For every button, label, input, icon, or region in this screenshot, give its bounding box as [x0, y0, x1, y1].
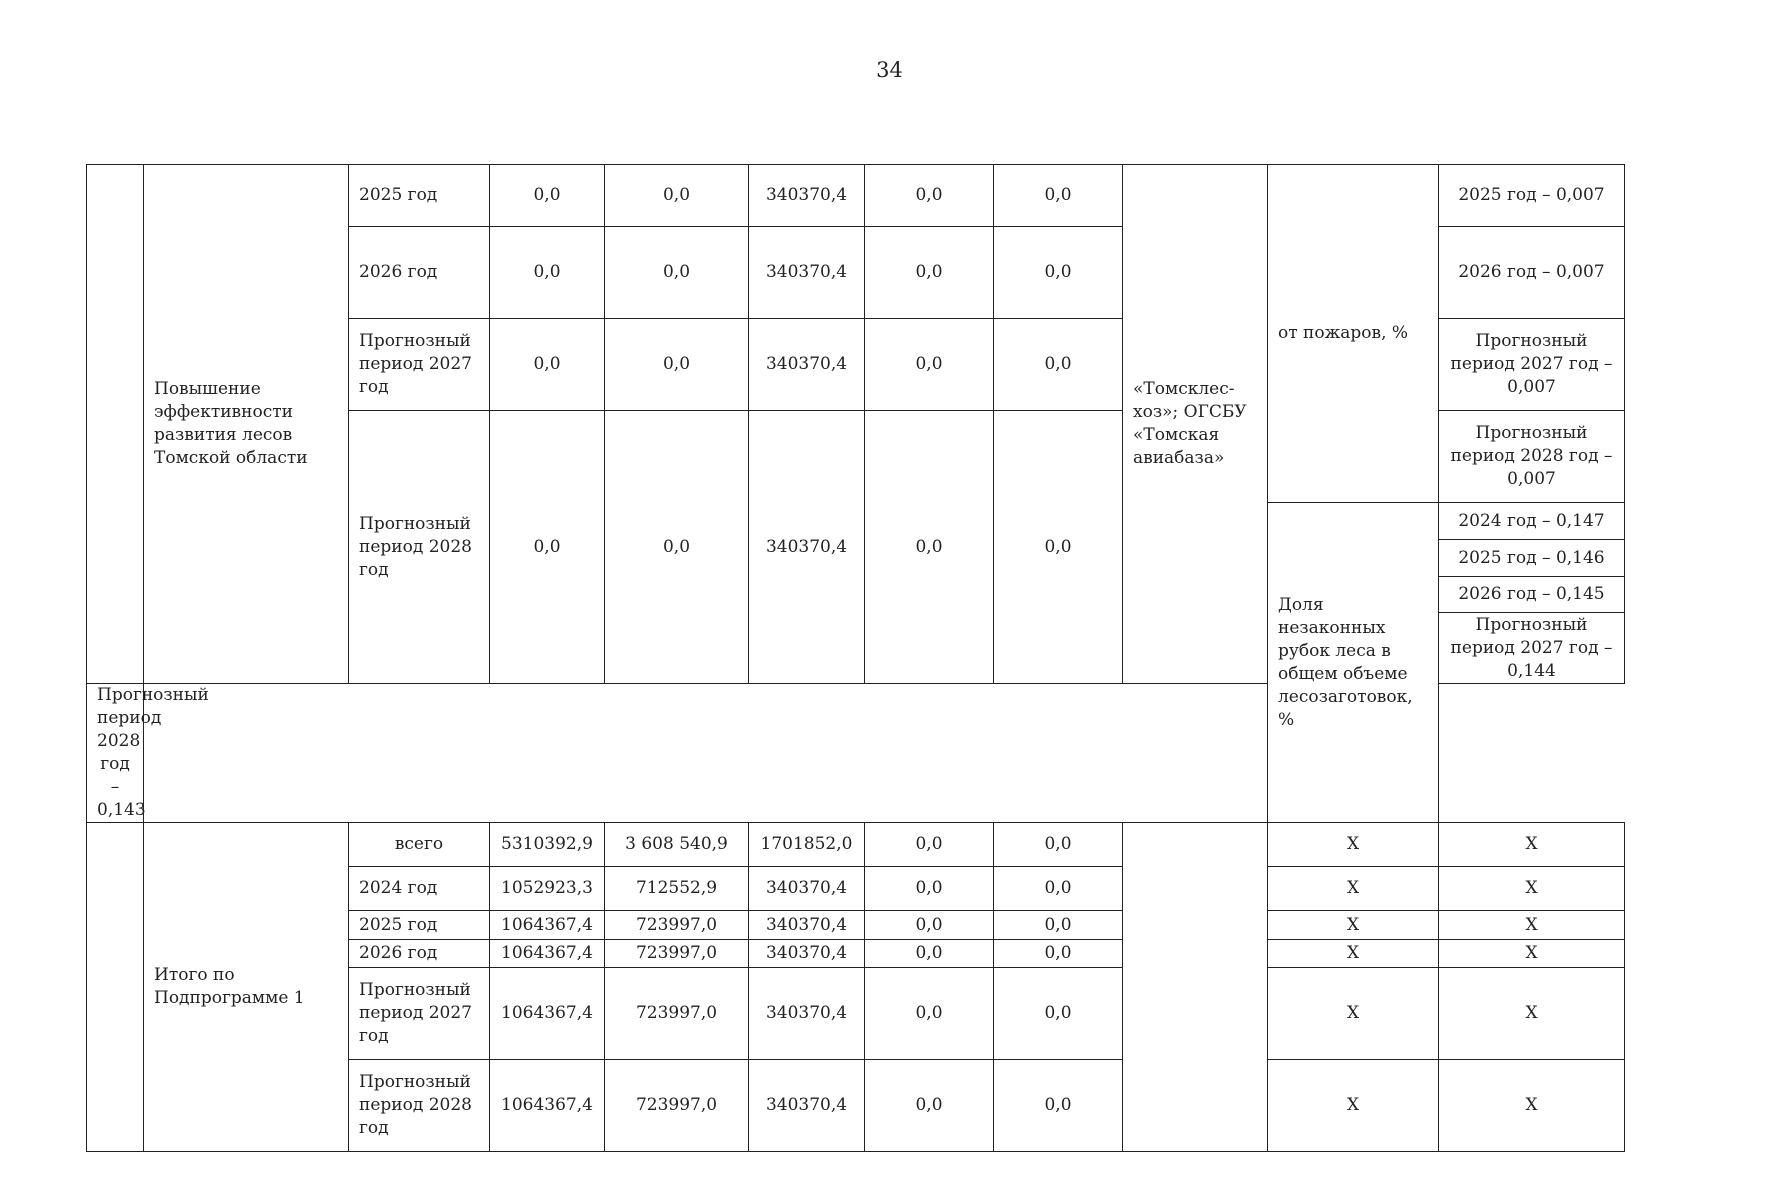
value-cell: 340370,4: [749, 165, 865, 227]
period-cell: 2026 год: [349, 227, 490, 319]
row-number-cell: [87, 823, 144, 1152]
value-cell: 1701852,0: [749, 823, 865, 867]
value-cell: 1052923,3: [490, 867, 605, 911]
value-cell: 1064367,4: [490, 911, 605, 940]
value-cell: 0,0: [994, 411, 1123, 684]
value-cell: Х: [1439, 911, 1625, 940]
value-cell: Х: [1439, 968, 1625, 1060]
period-cell: 2026 год: [349, 940, 490, 968]
row-number-cell: [87, 165, 144, 684]
value-cell: Х: [1268, 1060, 1439, 1152]
value-cell: Х: [1439, 823, 1625, 867]
value-cell: 0,0: [865, 940, 994, 968]
value-cell: 0,0: [865, 1060, 994, 1152]
value-cell: 1064367,4: [490, 1060, 605, 1152]
period-cell: Прогнозный период 2028 год: [349, 1060, 490, 1152]
table-row: [87, 823, 1625, 867]
value-cell: 340370,4: [749, 940, 865, 968]
value-cell: 340370,4: [749, 319, 865, 411]
indicator-value: 2026 год – 0,007: [1439, 227, 1625, 319]
period-cell: всего: [349, 823, 490, 867]
value-cell: 5310392,9: [490, 823, 605, 867]
section-title: Повышение эффективности развития лесов Томской области: [144, 165, 349, 684]
value-cell: 340370,4: [749, 968, 865, 1060]
value-cell: 0,0: [994, 911, 1123, 940]
value-cell: 340370,4: [749, 867, 865, 911]
value-cell: 0,0: [865, 227, 994, 319]
value-cell: 1064367,4: [490, 940, 605, 968]
value-cell: 0,0: [865, 968, 994, 1060]
value-cell: Х: [1439, 1060, 1625, 1152]
indicator-value: Прогнозный период 2028 год – 0,143: [87, 684, 144, 823]
indicator-value: 2024 год – 0,147: [1439, 503, 1625, 540]
value-cell: 340370,4: [749, 227, 865, 319]
period-cell: Прогнозный период 2027 год: [349, 968, 490, 1060]
value-cell: 3 608 540,9: [605, 823, 749, 867]
value-cell: 723997,0: [605, 1060, 749, 1152]
value-cell: 0,0: [865, 823, 994, 867]
period-cell: 2025 год: [349, 911, 490, 940]
indicator-value: 2026 год – 0,145: [1439, 577, 1625, 613]
value-cell: 0,0: [605, 319, 749, 411]
indicator-name: Доля незаконных рубок леса в общем объеме лесозаготовок, %: [1268, 503, 1439, 823]
executor-cell: [1123, 823, 1268, 1152]
value-cell: Х: [1268, 940, 1439, 968]
value-cell: 0,0: [865, 411, 994, 684]
value-cell: 0,0: [605, 227, 749, 319]
value-cell: 0,0: [490, 165, 605, 227]
program-table: [86, 164, 1625, 1152]
period-cell: 2025 год: [349, 165, 490, 227]
indicator-value: 2025 год – 0,146: [1439, 540, 1625, 577]
value-cell: 0,0: [490, 319, 605, 411]
value-cell: 0,0: [865, 911, 994, 940]
value-cell: 0,0: [994, 1060, 1123, 1152]
value-cell: 723997,0: [605, 911, 749, 940]
value-cell: 0,0: [865, 165, 994, 227]
value-cell: 340370,4: [749, 1060, 865, 1152]
value-cell: 0,0: [865, 867, 994, 911]
value-cell: 0,0: [605, 411, 749, 684]
page-number: 34: [876, 58, 903, 82]
value-cell: Х: [1439, 940, 1625, 968]
value-cell: 0,0: [605, 165, 749, 227]
value-cell: 0,0: [994, 823, 1123, 867]
indicator-value: Прогнозный период 2027 год – 0,144: [1439, 613, 1625, 684]
period-cell: Прогнозный период 2028 год: [349, 411, 490, 684]
value-cell: 0,0: [490, 227, 605, 319]
indicator-name: от пожаров, %: [1268, 165, 1439, 503]
value-cell: 723997,0: [605, 940, 749, 968]
value-cell: 723997,0: [605, 968, 749, 1060]
table-row: [87, 165, 1625, 227]
value-cell: Х: [1268, 867, 1439, 911]
value-cell: 1064367,4: [490, 968, 605, 1060]
value-cell: 0,0: [994, 940, 1123, 968]
value-cell: 0,0: [994, 867, 1123, 911]
indicator-value: Прогнозный период 2028 год – 0,007: [1439, 411, 1625, 503]
value-cell: 340370,4: [749, 411, 865, 684]
value-cell: Х: [1439, 867, 1625, 911]
value-cell: 0,0: [994, 227, 1123, 319]
section-title: Итого по Подпрограмме 1: [144, 823, 349, 1152]
executor-cell: «Томсклес-хоз»; ОГСБУ «Томская авиабаза»: [1123, 165, 1268, 684]
value-cell: 0,0: [994, 968, 1123, 1060]
value-cell: Х: [1268, 911, 1439, 940]
value-cell: Х: [1268, 968, 1439, 1060]
value-cell: 0,0: [994, 165, 1123, 227]
value-cell: 0,0: [994, 319, 1123, 411]
indicator-value: 2025 год – 0,007: [1439, 165, 1625, 227]
value-cell: 0,0: [490, 411, 605, 684]
indicator-value: Прогнозный период 2027 год – 0,007: [1439, 319, 1625, 411]
value-cell: 0,0: [865, 319, 994, 411]
value-cell: Х: [1268, 823, 1439, 867]
value-cell: 340370,4: [749, 911, 865, 940]
value-cell: 712552,9: [605, 867, 749, 911]
period-cell: 2024 год: [349, 867, 490, 911]
period-cell: Прогнозный период 2027 год: [349, 319, 490, 411]
